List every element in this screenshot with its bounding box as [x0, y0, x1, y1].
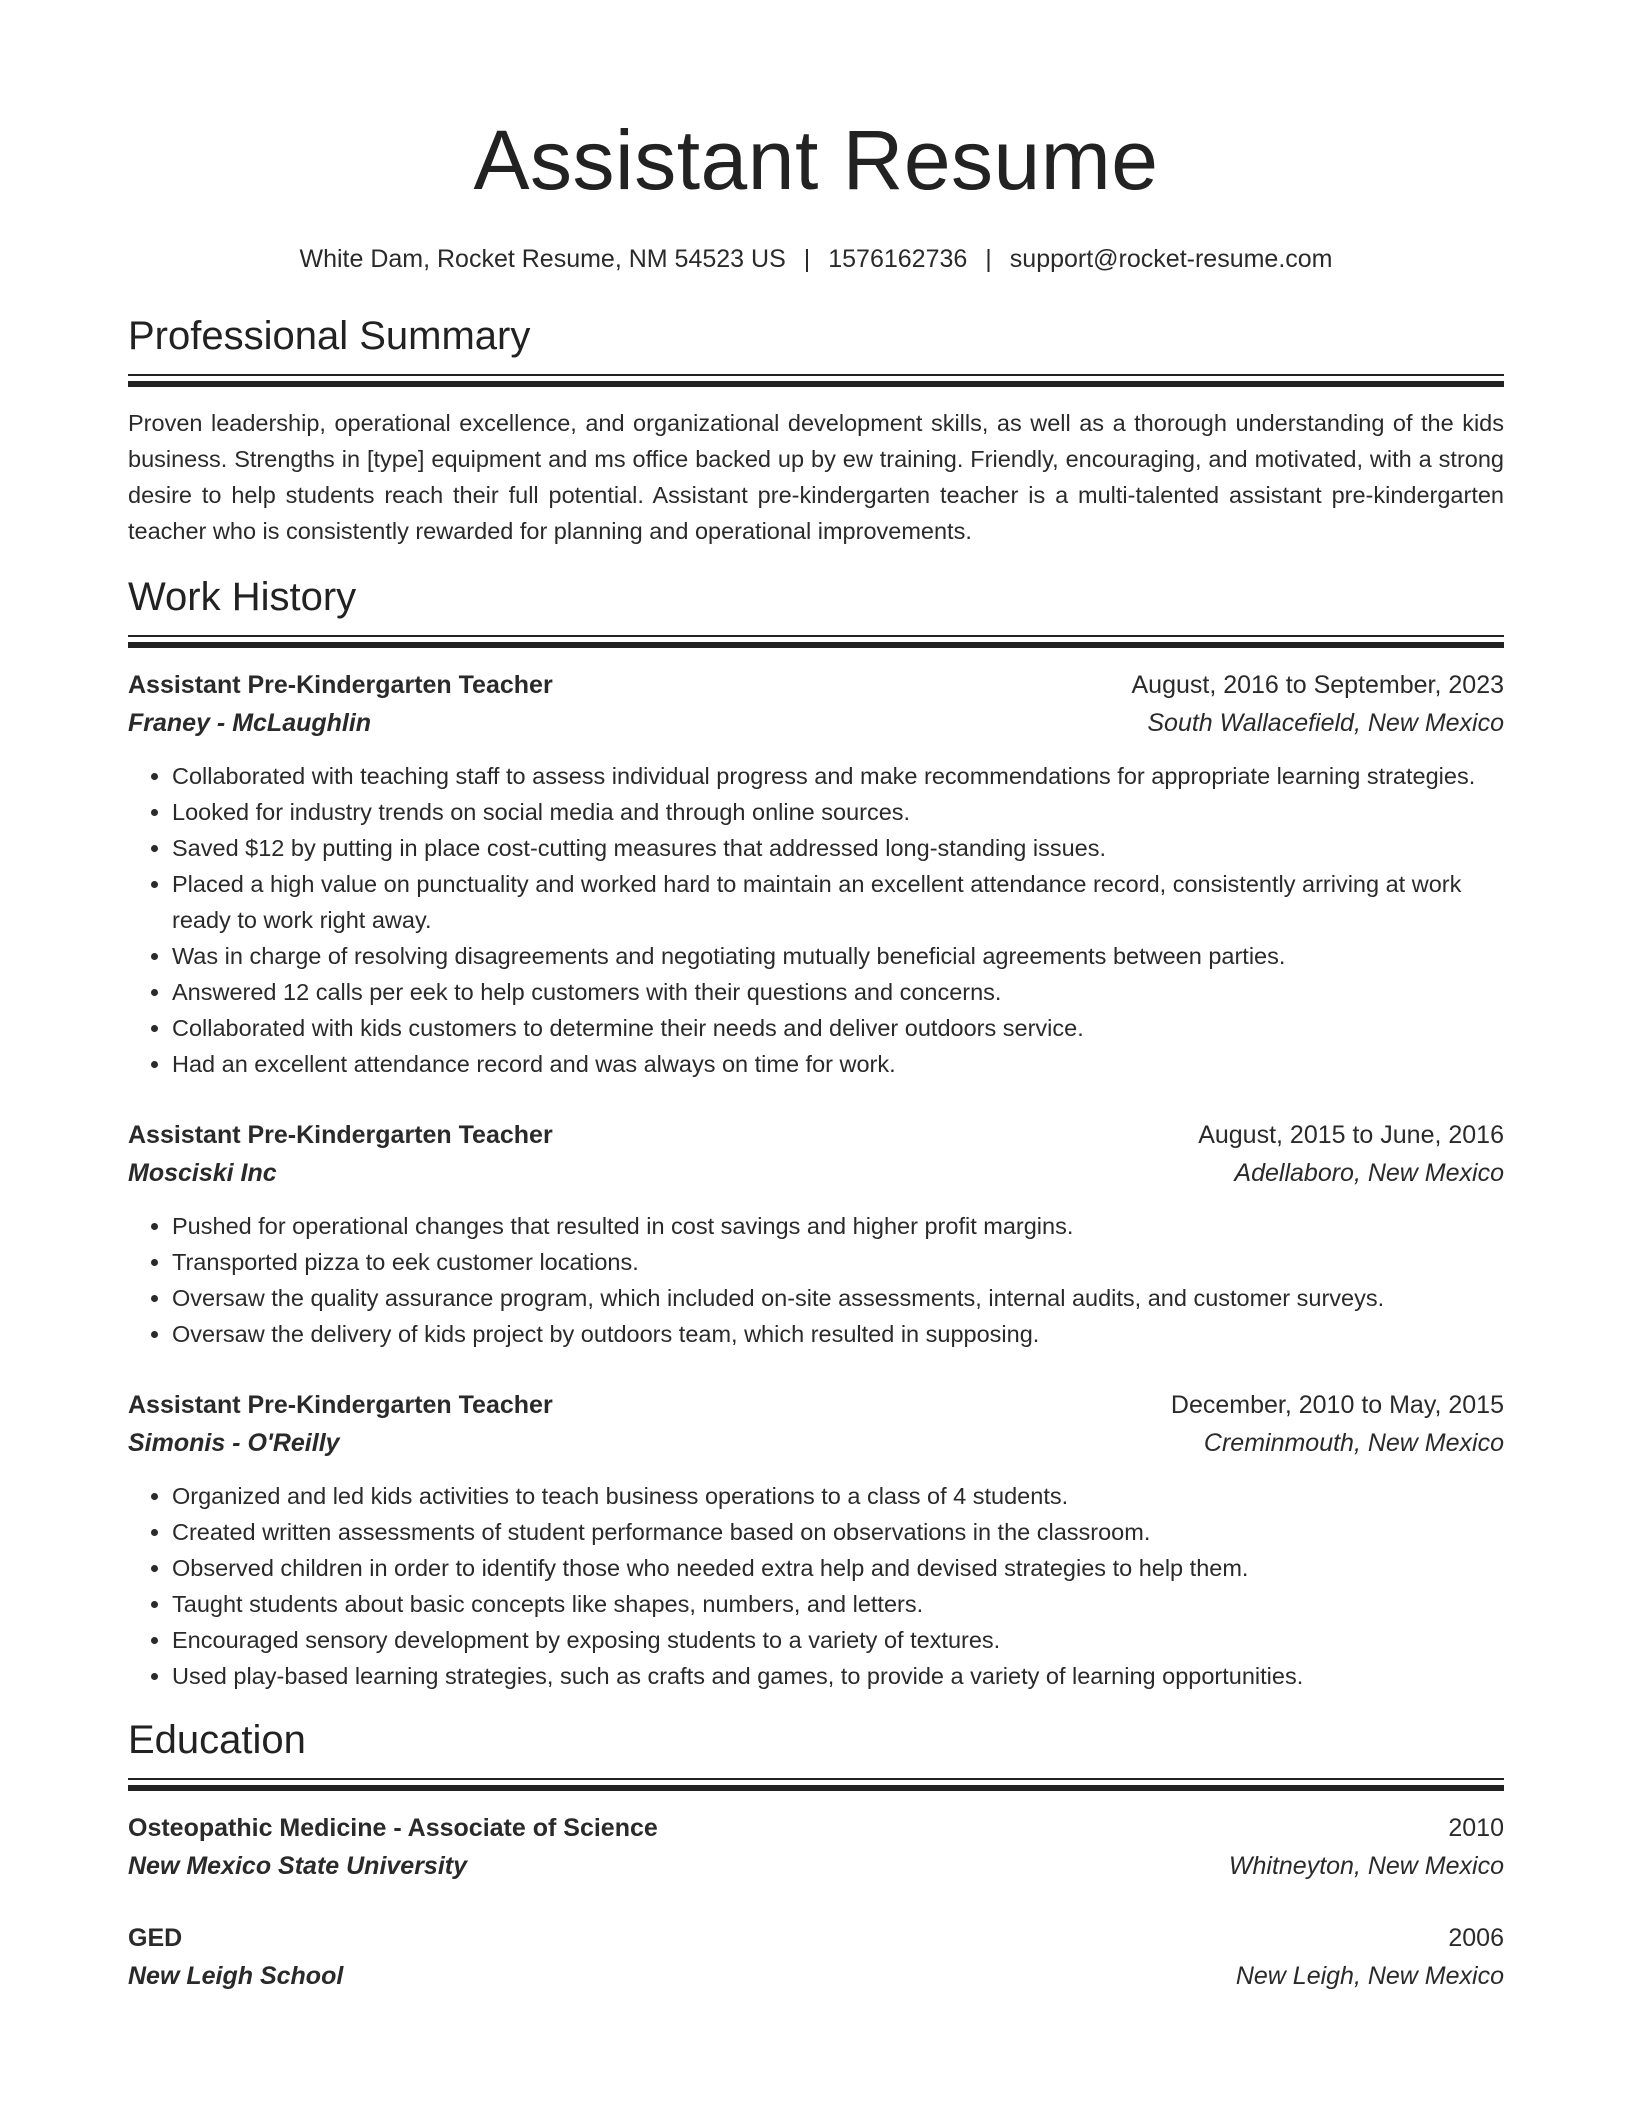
education-year: 2010: [1448, 1814, 1504, 1842]
job-employer-row: [128, 704, 1504, 742]
section-heading-education: Education: [128, 1718, 306, 1762]
job-dates: August, 2015 to June, 2016: [1198, 1121, 1504, 1149]
education-section: [128, 1720, 1504, 1995]
contact-separator: |: [803, 245, 811, 273]
education-location: Whitneyton, New Mexico: [1228, 1852, 1504, 1880]
list-item: • Collaborated with kids customers to determine their needs and deliver outdoors service.: [172, 1010, 1504, 1046]
job-entry: [128, 1116, 1504, 1352]
job-bullets: [128, 1478, 1504, 1694]
education-location: New Leigh, New Mexico: [1235, 1962, 1504, 1990]
education-school-row: [128, 1847, 1504, 1885]
education-school: New Leigh School: [128, 1962, 344, 1990]
job-title: Assistant Pre-Kindergarten Teacher: [128, 1391, 553, 1419]
section-divider: [128, 374, 1504, 387]
education-header-row: [128, 1919, 1504, 1957]
list-item: • Created written assessments of student performance based on observations in the classroom.: [172, 1514, 1504, 1550]
list-item: • Taught students about basic concepts like shapes, numbers, and letters.: [172, 1586, 1504, 1622]
section-heading-summary: Professional Summary: [128, 314, 531, 358]
education-header-row: [128, 1809, 1504, 1847]
job-employer-row: [128, 1154, 1504, 1192]
section-divider: [128, 635, 1504, 648]
education-entry: [128, 1809, 1504, 1885]
summary-section: [128, 316, 1504, 549]
list-item: • Had an excellent attendance record and was always on time for work.: [172, 1046, 1504, 1082]
page-title: Assistant Resume: [473, 113, 1159, 207]
contact-email: support@rocket-resume.com: [1009, 245, 1333, 273]
contact-line: [128, 244, 1504, 274]
section-heading-work-history: Work History: [128, 575, 357, 619]
list-item: • Used play-based learning strategies, such as crafts and games, to provide a variety of learning opportunities.: [172, 1658, 1504, 1694]
job-dates: August, 2016 to September, 2023: [1131, 671, 1504, 699]
job-employer: Simonis - O'Reilly: [128, 1429, 340, 1457]
education-degree: GED: [128, 1924, 183, 1952]
education-school: New Mexico State University: [128, 1852, 468, 1880]
list-item: • Answered 12 calls per eek to help customers with their questions and concerns.: [172, 974, 1504, 1010]
contact-phone: 1576162736: [828, 245, 968, 273]
job-bullets: [128, 1208, 1504, 1352]
list-item: • Looked for industry trends on social media and through online sources.: [172, 794, 1504, 830]
list-item: • Saved $12 by putting in place cost-cutting measures that addressed long-standing issues.: [172, 830, 1504, 866]
list-item: • Transported pizza to eek customer locations.: [172, 1244, 1504, 1280]
list-item: • Placed a high value on punctuality and worked hard to maintain an excellent attendance record, consistently arriving at work ready to work right away.: [172, 866, 1504, 938]
list-item: • Organized and led kids activities to teach business operations to a class of 4 students.: [172, 1478, 1504, 1514]
job-location: South Wallacefield, New Mexico: [1147, 709, 1504, 737]
education-entry: [128, 1919, 1504, 1995]
work-history-section: [128, 577, 1504, 1694]
list-item: • Oversaw the quality assurance program, which included on-site assessments, internal audits, and customer surveys.: [172, 1280, 1504, 1316]
list-item: • Collaborated with teaching staff to assess individual progress and make recommendations for appropriate learning strategies.: [172, 758, 1504, 794]
job-header-row: [128, 1116, 1504, 1154]
education-degree: Osteopathic Medicine - Associate of Science: [128, 1814, 658, 1842]
job-header-row: [128, 666, 1504, 704]
list-item: • Pushed for operational changes that resulted in cost savings and higher profit margins.: [172, 1208, 1504, 1244]
contact-separator: |: [985, 245, 992, 273]
job-location: Creminmouth, New Mexico: [1203, 1429, 1504, 1457]
summary-text: Proven leadership, operational excellence, and organizational development skills, as well as a thorough understanding of the kids business. Strengths in [type] equipment and ms office backed up by ew training. Friendly, encouraging, and motivated, with a strong desire to help students reach their full potential. Assistant pre-kindergarten teacher is a multi-talented assistant pre-kindergarten teacher who is consistently rewarded for planning and operational improvements.: [128, 410, 1504, 544]
job-employer-row: [128, 1424, 1504, 1462]
job-location: Adellaboro, New Mexico: [1234, 1159, 1504, 1187]
contact-address: White Dam, Rocket Resume, NM 54523 US: [299, 245, 786, 273]
list-item: • Was in charge of resolving disagreements and negotiating mutually beneficial agreements between parties.: [172, 938, 1504, 974]
job-employer: Mosciski Inc: [128, 1159, 277, 1187]
job-entry: [128, 1386, 1504, 1694]
education-year: 2006: [1448, 1924, 1504, 1952]
job-title: Assistant Pre-Kindergarten Teacher: [128, 1121, 553, 1149]
job-header-row: [128, 1386, 1504, 1424]
job-bullets: [128, 758, 1504, 1082]
list-item: • Oversaw the delivery of kids project by outdoors team, which resulted in supposing.: [172, 1316, 1504, 1352]
education-school-row: [128, 1957, 1504, 1995]
job-entry: [128, 666, 1504, 1082]
list-item: • Observed children in order to identify those who needed extra help and devised strategies to help them.: [172, 1550, 1504, 1586]
job-title: Assistant Pre-Kindergarten Teacher: [128, 671, 553, 699]
job-employer: Franey - McLaughlin: [128, 709, 372, 737]
section-divider: [128, 1778, 1504, 1791]
list-item: • Encouraged sensory development by exposing students to a variety of textures.: [172, 1622, 1504, 1658]
job-dates: December, 2010 to May, 2015: [1170, 1391, 1504, 1419]
